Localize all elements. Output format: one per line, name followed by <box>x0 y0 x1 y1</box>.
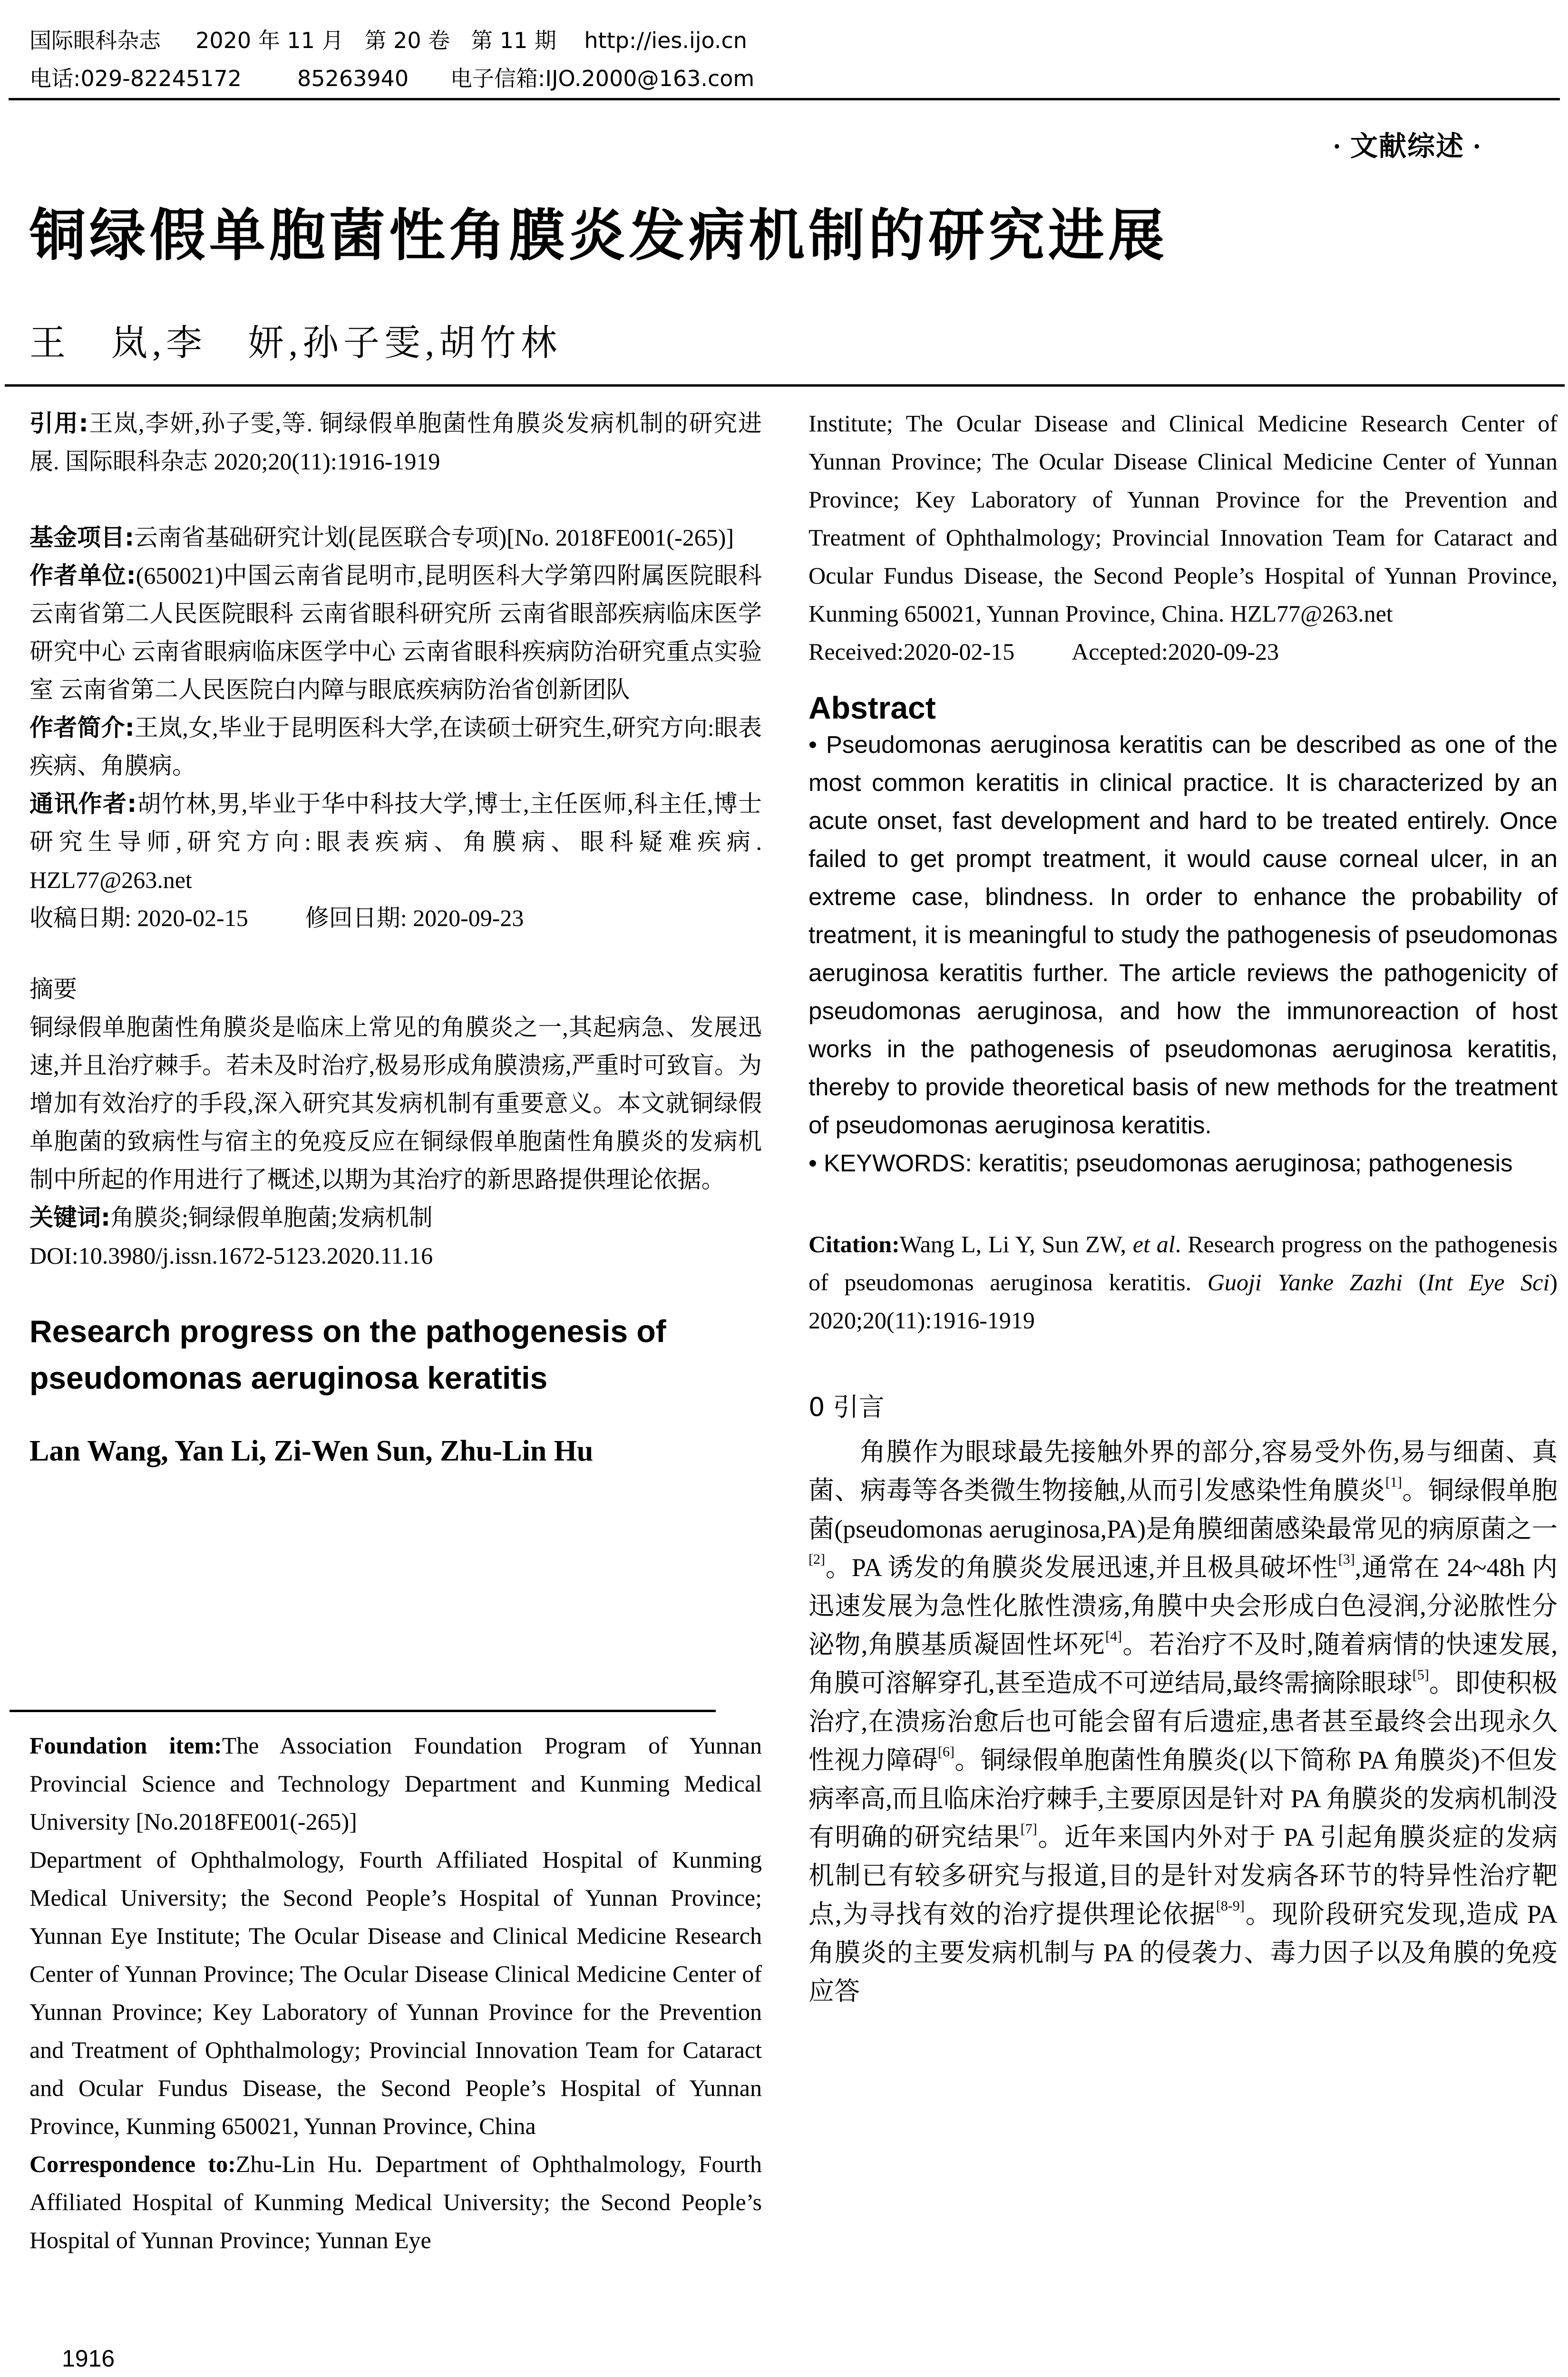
department-en: Department of Ophthalmology, Fourth Affiliated Hospital of Kunming Medical University; the Second People’s Hospital of Yunnan Province; Yunnan Eye Institute; The Ocular Disease and Clinical Medicine Research Center of Yunnan Province; The Ocular Disease Clinical Medicine Center of Yunnan Province; Key Laboratory of Yunnan Province for the Prevention and Treatment of Ophthalmology; Provincial Innovation Team for Cataract and Ocular Fundus Disease, the Second People’s Hospital of Yunnan Province, Kunming 650021, Yunnan Province, China <box>29 1846 762 2139</box>
intro-paragraph: 角膜作为眼球最先接触外界的部分,容易受外伤,易与细菌、真菌、病毒等各类微生物接触,从而引发感染性角膜炎[1]。铜绿假单胞菌(pseudomonas aeruginosa,PA)是角膜细菌感染最常见的病原菌之一[2]。PA 诱发的角膜炎发展迅速,并且极具破坏性[3],通常在 24~48h 内迅速发展为急性化脓性溃疡,角膜中央会形成白色浸润,分泌脓性分泌物,角膜基质凝固性坏死[4]。若治疗不及时,随着病情的快速发展,角膜可溶解穿孔,甚至造成不可逆结局,最终需摘除眼球[5]。即使积极治疗,在溃疡治愈后也可能会留有后遗症,患者甚至最终会出现永久性视力障碍[6]。铜绿假单胞菌性角膜炎(以下简称 PA 角膜炎)不但发病率高,而且临床治疗棘手,主要原因是针对 PA 角膜炎的发病机制没有明确的研究结果[7]。近年来国内外对于 PA 引起角膜炎症的发病机制已有较多研究与报道,目的是针对发病各环节的特异性治疗靶点,为寻找有效的治疗提供理论依据[8-9]。现阶段研究发现,造成 PA 角膜炎的主要发病机制与 PA 的侵袭力、毒力因子以及角膜的免疫应答 <box>808 1438 1558 2006</box>
article-title-en: Research progress on the pathogenesis of pseudomonas aeruginosa keratitis <box>29 1314 666 1395</box>
ref-4[interactable]: [4] <box>1105 1628 1122 1644</box>
phone: 电话:029-82245172 <box>29 66 242 91</box>
cn-abstract-heading: 摘要 <box>29 975 77 1003</box>
cn-citation: 引用:王岚,李妍,孙子雯,等. 铜绿假单胞菌性角膜炎发病机制的研究进展. 国际眼科杂志 2020;20(11):1916-1919 <box>29 409 762 475</box>
page-number: 1916 <box>62 2345 115 2372</box>
en-title-rule <box>10 1710 716 1712</box>
section-tag: · 文献综述 · <box>1332 131 1482 162</box>
ref-2[interactable]: [2] <box>808 1551 825 1567</box>
en-citation: Citation:Wang L, Li Y, Sun ZW, et al. Research progress on the pathogenesis of pseudomonas aeruginosa keratitis. Guoji Yanke Zazhi (Int Eye Sci) 2020;20(11):1916-1919 <box>808 1231 1558 1334</box>
ref-1[interactable]: [1] <box>1385 1474 1402 1490</box>
en-keywords: • KEYWORDS: keratitis; pseudomonas aeruginosa; pathogenesis <box>808 1150 1513 1177</box>
cn-affiliation: 作者单位:(650021)中国云南省昆明市,昆明医科大学第四附属医院眼科 云南省第二人民医院眼科 云南省眼科研究所 云南省眼部疾病临床医学研究中心 云南省眼病临床医学中心 云南省眼科疾病防治研究重点实验室 云南省第二人民医院白内障与眼底疾病防治省创新团队 <box>29 562 762 703</box>
ref-7[interactable]: [7] <box>1020 1821 1037 1837</box>
article-title-cn: 铜绿假单胞菌性角膜炎发病机制的研究进展 <box>29 203 1169 268</box>
journal-email[interactable]: 电子信箱:IJO.2000@163.com <box>450 66 755 91</box>
doi[interactable]: DOI:10.3980/j.issn.1672-5123.2020.11.16 <box>29 1242 433 1269</box>
cn-fund: 基金项目:云南省基础研究计划(昆医联合专项)[No. 2018FE001(-265)] <box>29 524 734 551</box>
cn-abstract: 铜绿假单胞菌性角膜炎是临床上常见的角膜炎之一,其起病急、发展迅速,并且治疗棘手。若未及时治疗,极易形成角膜溃疡,严重时可致盲。为增加有效治疗的手段,深入研究其发病机制有重要意义。本文就铜绿假单胞菌的致病性与宿主的免疫反应在铜绿假单胞菌性角膜炎的发病机制中所起的作用进行了概述,以期为其治疗的新思路提供理论依据。 <box>29 1014 762 1193</box>
header-rule <box>9 98 1560 100</box>
issue-date: 2020 年 11 月 <box>195 28 344 53</box>
volume: 第 20 卷 <box>364 28 450 53</box>
right-column <box>808 404 1558 2011</box>
journal-header-line1 <box>29 29 747 51</box>
authors-en: Lan Wang, Yan Li, Zi-Wen Sun, Zhu-Lin Hu <box>29 1435 594 1467</box>
left-column-en-info <box>29 1726 762 2259</box>
cn-keywords: 关键词:角膜炎;铜绿假单胞菌;发病机制 <box>29 1204 433 1231</box>
phone-2: 85263940 <box>297 66 409 91</box>
cn-corresponding-author: 通讯作者:胡竹林,男,毕业于华中科技大学,博士,主任医师,科主任,博士研究生导师,研究方向:眼表疾病、角膜病、眼科疑难疾病. HZL77@263.net <box>29 790 762 893</box>
correspondence-en-continued: Institute; The Ocular Disease and Clinical Medicine Research Center of Yunnan Province; The Ocular Disease Clinical Medicine Center of Yunnan Province; Key Laboratory of Yunnan Province for the Prevention and Treatment of Ophthalmology; Provincial Innovation Team for Cataract and Ocular Fundus Disease, the Second People’s Hospital of Yunnan Province, Kunming 650021, Yunnan Province, China. HZL77@263.net <box>808 410 1558 627</box>
ref-8-9[interactable]: [8-9] <box>1216 1898 1245 1914</box>
en-abstract-heading: Abstract <box>808 690 936 725</box>
issue: 第 11 期 <box>471 28 556 53</box>
title-rule <box>5 384 1565 387</box>
ref-5[interactable]: [5] <box>1412 1667 1429 1683</box>
correspondence-en: Correspondence to:Zhu-Lin Hu. Department of Ophthalmology, Fourth Affiliated Hospital of Kunming Medical University; the Second People’s Hospital of Yunnan Province; Yunnan Eye <box>29 2151 762 2253</box>
journal-header-line2 <box>29 68 754 89</box>
authors-cn: 王 岚,李 妍,孙子雯,胡竹林 <box>29 323 562 363</box>
intro-heading: 0 引言 <box>808 1392 885 1422</box>
ref-6[interactable]: [6] <box>938 1744 954 1760</box>
en-abstract: • Pseudomonas aeruginosa keratitis can be described as one of the most common keratitis in clinical practice. It is characterized by an acute onset, fast development and hard to be treated entirely. Once failed to get prompt treatment, it would cause corneal ulcer, in an extreme case, blindness. In order to enhance the probability of treatment, it is meaningful to study the pathogenesis of pseudomonas aeruginosa keratitis further. The article reviews the pathogenicity of pseudomonas aeruginosa, and how the immunoreaction of host works in the pathogenesis of pseudomonas aeruginosa keratitis, thereby to provide theoretical basis of new methods for the treatment of pseudomonas aeruginosa keratitis. <box>808 731 1558 1139</box>
foundation-item: Foundation item:The Association Foundation Program of Yunnan Provincial Science and Technology Department and Kunming Medical University [No.2018FE001(-265)] <box>29 1732 762 1835</box>
journal-name: 国际眼科杂志 <box>29 28 161 53</box>
cn-author-bio: 作者简介:王岚,女,毕业于昆明医科大学,在读硕士研究生,研究方向:眼表疾病、角膜病。 <box>29 714 762 779</box>
left-column <box>29 404 762 1468</box>
cn-dates: 收稿日期: 2020-02-15 修回日期: 2020-09-23 <box>29 905 524 931</box>
en-dates: Received:2020-02-15 Accepted:2020-09-23 <box>808 638 1279 665</box>
ref-3[interactable]: [3] <box>1338 1551 1355 1567</box>
journal-url[interactable]: http://ies.ijo.cn <box>584 28 747 53</box>
